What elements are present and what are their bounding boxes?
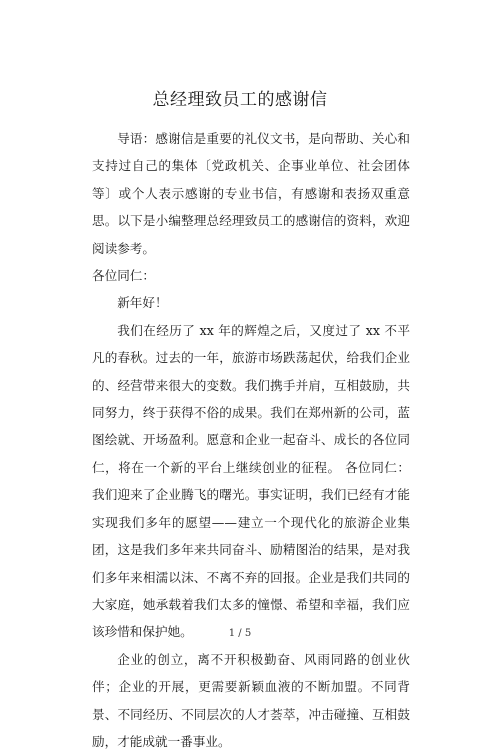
paragraph-intro: 导语：感谢信是重要的礼仪文书，是向帮助、关心和支持过自己的集体〔党政机关、企事业单位、社会团体等〕或个人表示感谢的专业书信，有感谢和表扬双重意思。以下是小编整理总经理致员工的感谢信的资料，欢迎阅读参考。 [92,131,410,256]
paragraph-closing: 企业的创立，离不开积极勤奋、风雨同路的创业伙伴；企业的开展，更需要新颖血液的不断加盟。不同背景、不同经历、不同层次的人才荟萃，冲击碰撞、互相鼓励，才能成就一番事业。 [92,651,410,749]
paragraph-greeting: 新年好！ [117,295,168,311]
document-body [92,125,410,755]
document-title: 总经理致员工的感谢信 [152,90,328,110]
paragraph-main: 我们在经历了 xx 年的辉煌之后，又度过了 xx 不平凡的春秋。过去的一年，旅游市场跌荡起伏，给我们企业的、经营带来很大的变数。我们携手并肩，互相鼓励，共同努力，终于获得不俗的成果。我们在郑州新的公司，蓝图绘就、开场盈利。愿意和企业一起奋斗、成长的各位同仁，将在一个新的平台上继续创业的征程。 各位同仁：我们迎来了企业腾飞的曙光。事实证明，我们已经有才能实现我们多年的愿望——建立一个现代化的旅游企业集团，这是我们多年来共同奋斗、励精图治的结果，是对我们多年来相濡以沫、不离不弃的回报。企业是我们共同的大家庭，她承载着我们太多的憧憬、希望和幸福，我们应该珍惜和保护她。 [92,322,410,640]
page-number: 1 / 5 [228,628,252,639]
paragraph-salutation: 各位同仁： [92,268,155,284]
